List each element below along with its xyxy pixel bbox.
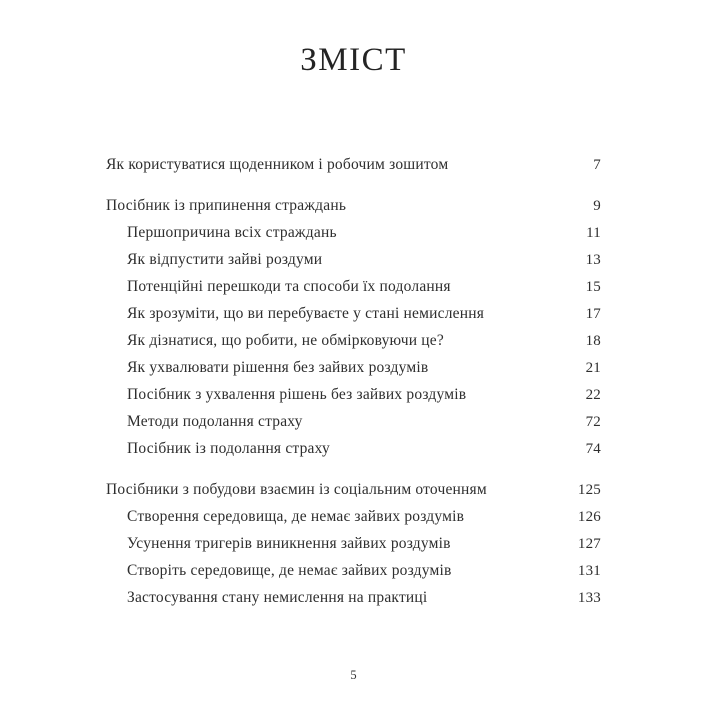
toc-entry [106,156,601,183]
toc-entry-label: Створення середовища, де немає зайвих роздумів [127,508,465,525]
toc-entry-page: 18 [585,333,601,349]
toc-entry-label: Посібник із подолання страху [127,440,330,457]
toc-entry-label: Посібник з ухвалення рішень без зайвих роздумів [127,386,467,403]
toc-entry [106,562,601,589]
toc-entry-label: Як ухвалювати рішення без зайвих роздумів [127,359,429,376]
toc-entry-label: Потенційні перешкоди та способи їх подолання [127,278,451,295]
toc-entry-page: 131 [577,563,601,579]
toc-entry [106,305,601,332]
toc-entry [106,197,601,224]
toc-entry-page: 7 [593,157,601,173]
toc-entry-page: 126 [577,509,601,525]
toc-entry [106,481,601,508]
toc-entry-label: Як користуватися щоденником і робочим зошитом [106,156,449,173]
table-of-contents [106,156,601,616]
toc-entry [106,413,601,440]
toc-entry-page: 125 [577,482,601,498]
toc-entry [106,332,601,359]
toc-entry-label: Усунення тригерів виникнення зайвих роздумів [127,535,451,552]
toc-entry-page: 9 [593,198,601,214]
toc-entry-page: 21 [585,360,601,376]
toc-entry-page: 74 [585,441,601,457]
toc-entry [106,278,601,305]
toc-entry-label: Як зрозуміти, що ви перебуваєте у стані немислення [127,305,485,322]
toc-entry-page: 22 [585,387,601,403]
toc-entry [106,535,601,562]
toc-entry [106,359,601,386]
toc-entry-label: Як дізнатися, що робити, не обмірковуючи це? [127,332,444,349]
toc-entry-label: Створіть середовище, де немає зайвих роздумів [127,562,452,579]
toc-entry-label: Посібник із припинення страждань [106,197,347,214]
toc-entry-label: Посібники з побудови взаємин із соціальним оточенням [106,481,487,498]
toc-entry [106,440,601,467]
toc-entry-page: 17 [585,306,601,322]
toc-entry-page: 127 [577,536,601,552]
toc-entry-label: Методи подолання страху [127,413,303,430]
toc-entry [106,508,601,535]
toc-entry [106,251,601,278]
page-title: ЗМІСТ [300,42,407,78]
toc-entry-page: 13 [585,252,601,268]
toc-entry-page: 72 [585,414,601,430]
toc-entry-page: 15 [585,279,601,295]
toc-entry [106,224,601,251]
folio-page-number: 5 [350,668,357,682]
toc-entry-page: 11 [586,225,601,241]
toc-entry-label: Як відпустити зайві роздуми [127,251,323,268]
toc-entry-label: Застосування стану немислення на практиці [127,589,428,606]
toc-entry [106,589,601,616]
toc-entry-page: 133 [577,590,601,606]
toc-entry-label: Першопричина всіх страждань [127,224,337,241]
toc-entry [106,386,601,413]
